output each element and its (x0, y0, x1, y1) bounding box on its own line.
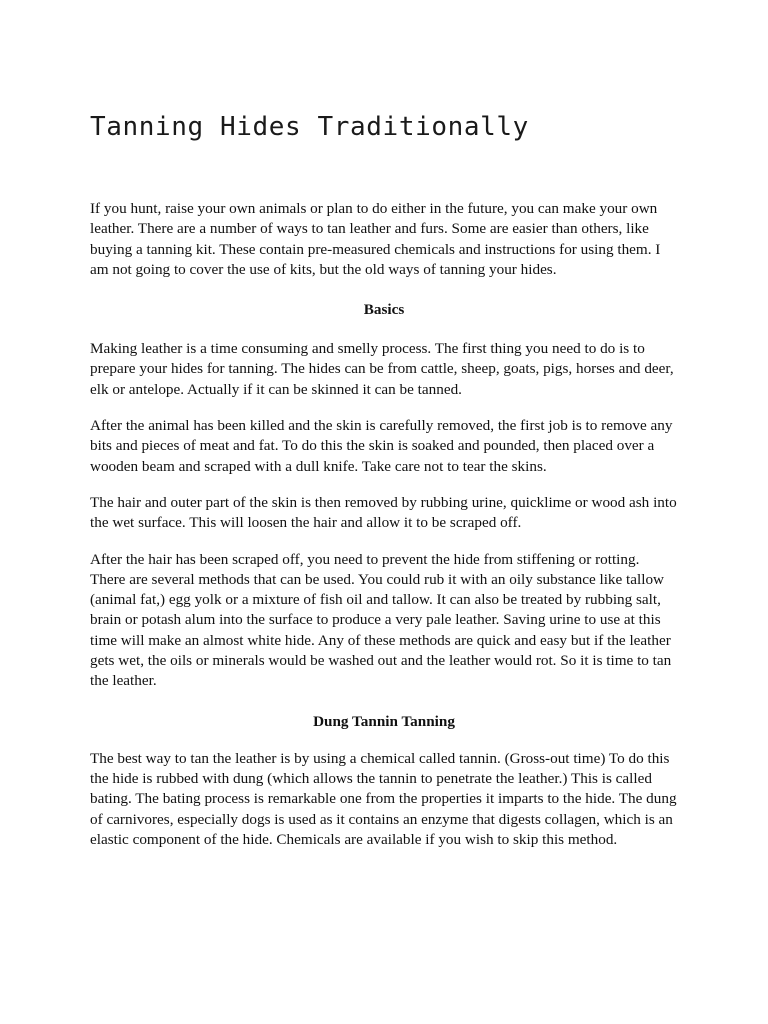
basics-paragraph-4: After the hair has been scraped off, you need to prevent the hide from stiffening or rotting. There are several methods that can be used. You could rub it with an oily substance like tallow (animal fat,) egg yolk or a mixture of fish oil and tallow. It can also be treated by rubbing salt, brain or potash alum into the surface to produce a very pale leather. Saving urine to use at this time will make an almost white hide. Any of these methods are quick and easy but if the leather gets wet, the oils or minerals would be washed out and the leather would rot. So it is time to tan the leather. (90, 550, 672, 690)
basics-paragraph-3: The hair and outer part of the skin is then removed by rubbing urine, quicklime or wood ash into the wet surface. This will loosen the hair and allow it to be scraped off. (90, 493, 677, 532)
intro-paragraph: If you hunt, raise your own animals or plan to do either in the future, you can make your own leather. There are a number of ways to tan leather and furs. Some are easier than others, like buying a tanning kit. These contain pre-measured chemicals and instructions for using them. I am not going to cover the use of kits, but the old ways of tanning your hides. (90, 200, 661, 278)
basics-heading: Basics (363, 301, 405, 319)
document-title: Tanning Hides Traditionally (90, 112, 529, 142)
document-body (90, 199, 678, 866)
basics-paragraph-1: Making leather is a time consuming and smelly process. The first thing you need to do is to prepare your hides for tanning. The hides can be from cattle, sheep, goats, pigs, horses and deer, elk or antelope. Actually if it can be skinned it can be tanned. (90, 340, 674, 398)
basics-paragraph-2: After the animal has been killed and the skin is carefully removed, the first job is to remove any bits and pieces of meat and fat. To do this the skin is soaked and pounded, then placed over a wooden beam and scraped with a dull knife. Take care not to tear the skins. (90, 417, 673, 475)
dung-tannin-heading: Dung Tannin Tanning (313, 712, 455, 730)
dung-paragraph-1: The best way to tan the leather is by using a chemical called tannin. (Gross-out time) To do this the hide is rubbed with dung (which allows the tannin to penetrate the leather.) This is called bating. The bating process is remarkable one from the properties it imparts to the hide. The dung of carnivores, especially dogs is used as it contains an enzyme that digests collagen, which is an elastic component of the hide. Chemicals are available if you wish to skip this method. (90, 749, 677, 848)
